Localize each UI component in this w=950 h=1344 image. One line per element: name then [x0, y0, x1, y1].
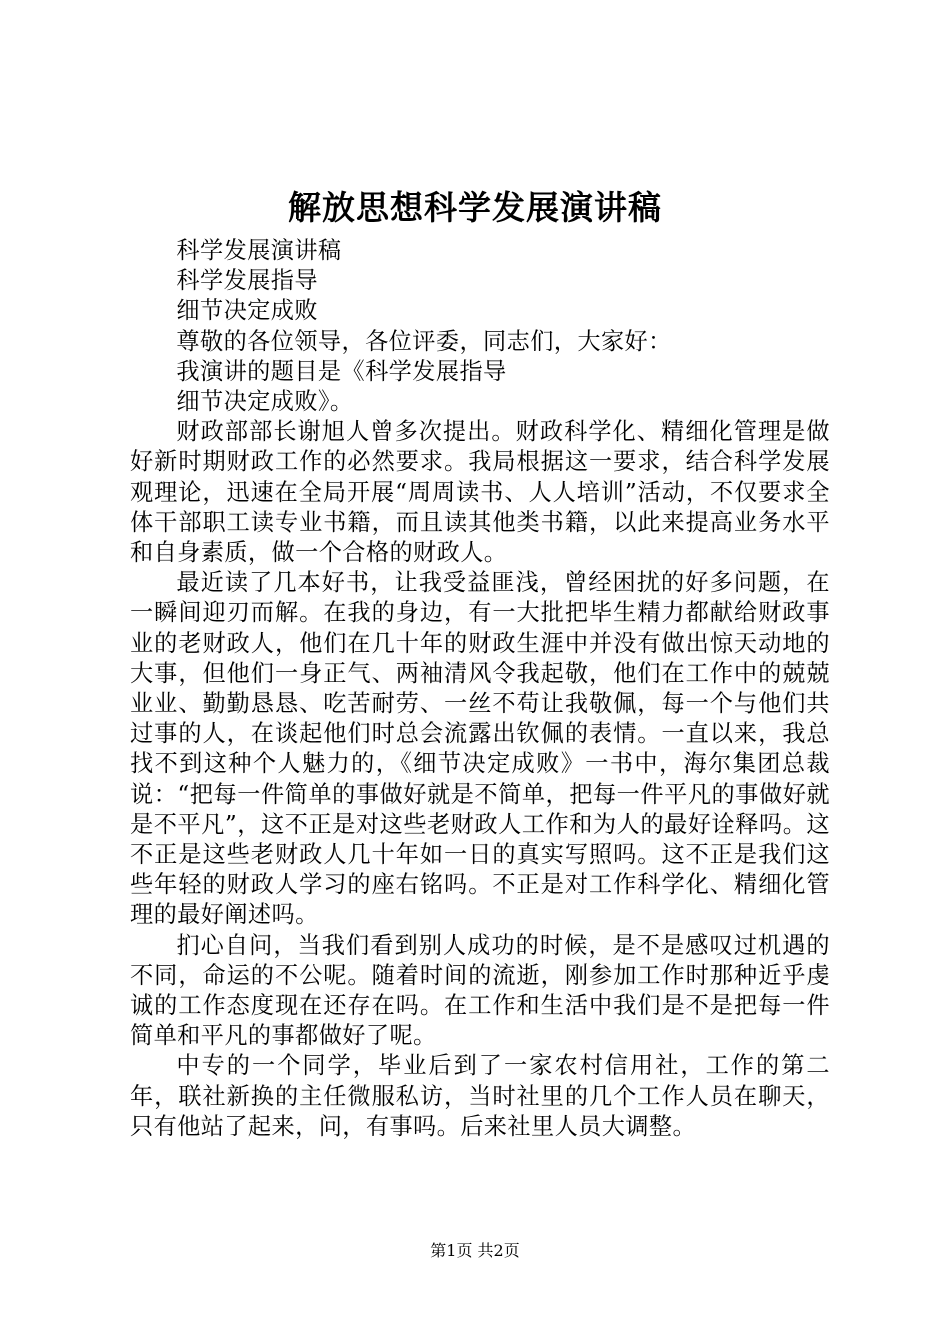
document-body [130, 236, 830, 1142]
paragraph: 最近读了几本好书，让我受益匪浅，曾经困扰的好多问题，在一瞬间迎刃而解。在我的身边，有一大批把毕生精力都献给财政事业的老财政人，他们在几十年的财政生涯中并没有做出惊天动地的大事，但他们一身正气、两袖清风令我起敬，他们在工作中的兢兢业业、勤勤恳恳、吃苦耐劳、一丝不苟让我敬佩，每一个与他们共过事的人，在谈起他们时总会流露出钦佩的表情。一直以来，我总找不到这种个人魅力的，《细节决定成败》一书中，海尔集团总裁说：“把每一件简单的事做好就是不简单，把每一件平凡的事做好就是不平凡”，这不正是对这些老财政人工作和为人的最好诠释吗。这不正是这些老财政人几十年如一日的真实写照吗。这不正是我们这些年轻的财政人学习的座右铭吗。不正是对工作科学化、精细化管理的最好阐述吗。 [130, 569, 830, 929]
paragraph: 细节决定成败》。 [176, 388, 354, 416]
document-title: 解放思想科学发展演讲稿 [288, 188, 662, 227]
paragraph: 扪心自问，当我们看到别人成功的时候，是不是感叹过机遇的不同，命运的不公呢。随着时间的流逝，刚参加工作时那种近乎虔诚的工作态度现在还存在吗。在工作和生活中我们是不是把每一件简单和平凡的事都做好了呢。 [130, 931, 830, 1050]
paragraph: 科学发展指导 [176, 267, 318, 295]
paragraph: 科学发展演讲稿 [176, 237, 342, 264]
paragraph: 财政部部长谢旭人曾多次提出。财政科学化、精细化管理是做好新时期财政工作的必然要求。我局根据这一要求，结合科学发展观理论，迅速在全局开展“周周读书、人人培训”活动，不仅要求全体干部职工读专业书籍，而且读其他类书籍，以此来提高业务水平和自身素质，做一个合格的财政人。 [130, 418, 830, 567]
paragraph: 中专的一个同学，毕业后到了一家农村信用社，工作的第二年，联社新换的主任微服私访，当时社里的几个工作人员在聊天，只有他站了起来，问，有事吗。后来社里人员大调整。 [130, 1052, 830, 1140]
page-footer: 第1页 共2页 [430, 1241, 520, 1260]
paragraph: 细节决定成败 [176, 297, 318, 325]
paragraph: 我演讲的题目是《科学发展指导 [176, 357, 507, 385]
paragraph: 尊敬的各位领导，各位评委，同志们，大家好： [176, 327, 672, 355]
